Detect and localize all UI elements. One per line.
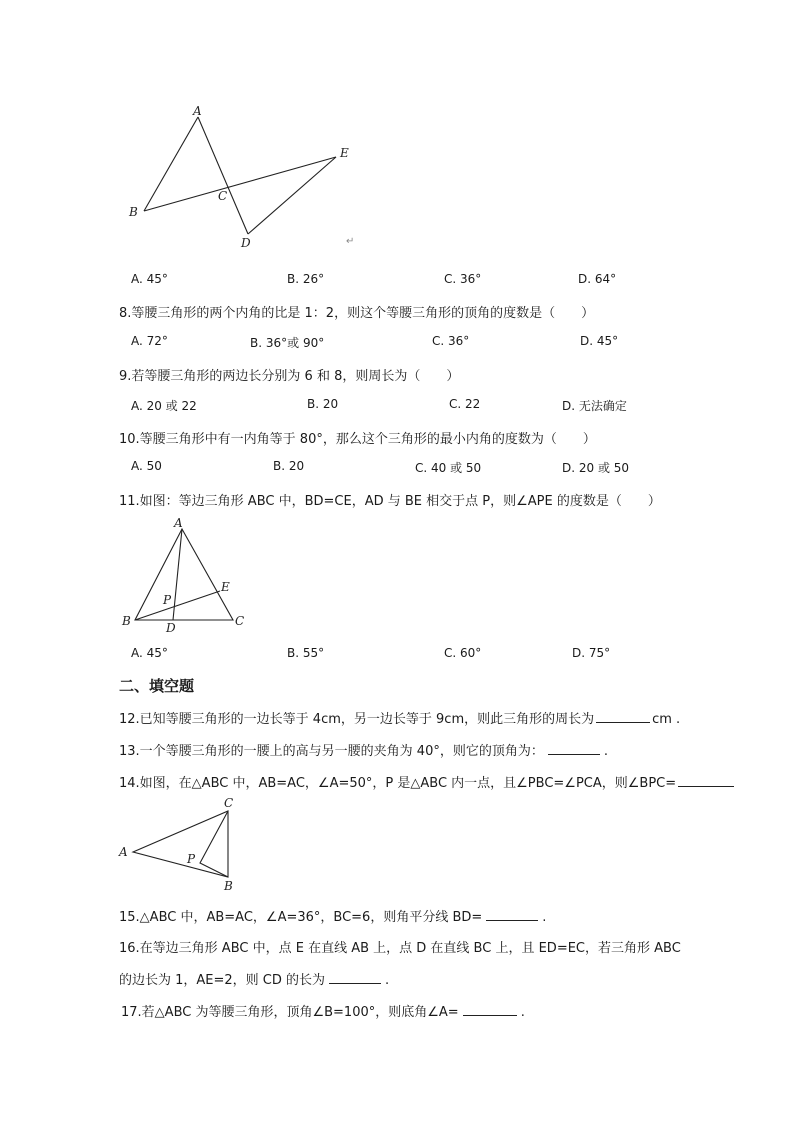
label-c: C [224, 796, 234, 810]
q15 [119, 906, 546, 925]
label-b: B [122, 614, 131, 628]
q8-option-c: C. 36° [432, 334, 470, 348]
q12-answer-blank[interactable] [596, 710, 650, 723]
q15-stem: 15.△ABC 中，AB=AC，∠A=36°，BC=6，则角平分线 BD= [119, 910, 483, 925]
q16-line2: 的边长为 1，AE=2，则 CD 的长为 [119, 973, 326, 988]
q12-tail: cm . [652, 712, 681, 727]
q9-option-d: D. 无法确定 [562, 399, 627, 413]
q8-option-a: A. 72° [131, 334, 168, 348]
q13-answer-blank[interactable] [548, 742, 600, 755]
q17-tail: . [520, 1005, 525, 1020]
q7-option-d: D. 64° [578, 272, 617, 286]
q7-option-c: C. 36° [444, 272, 482, 286]
q13-tail: . [603, 744, 608, 759]
label-e: E [221, 580, 230, 594]
q8-stem: 8.等腰三角形的两个内角的比是 1：2，则这个等腰三角形的顶角的度数是（ ） [119, 306, 595, 321]
label-a: A [193, 104, 202, 118]
label-d: D [241, 236, 251, 250]
q11-stem: 11.如图：等边三角形 ABC 中，BD=CE，AD 与 BE 相交于点 P，则∠APE 的度数是（ ） [119, 494, 661, 509]
q7-option-a: A. 45° [131, 272, 168, 286]
q11-option-a: A. 45° [131, 646, 168, 660]
q12 [119, 708, 680, 727]
segment-be [144, 157, 336, 211]
label-p: P [187, 852, 196, 866]
q10-option-d: D. 20 或 50 [562, 461, 630, 475]
q16-tail: . [385, 973, 390, 988]
q17 [121, 1001, 525, 1020]
q17-answer-blank[interactable] [463, 1003, 517, 1016]
q9-option-b: B. 20 [307, 397, 339, 411]
segment-ab [144, 117, 198, 211]
q14-answer-blank[interactable] [678, 774, 734, 787]
q8-option-b: B. 36°或 90° [250, 336, 325, 350]
figure-q7 [120, 100, 380, 260]
label-a: A [174, 516, 183, 530]
figure-q14 [116, 794, 246, 898]
label-c: C [218, 189, 228, 203]
section-heading: 二、填空题 [119, 677, 195, 695]
figure-q11 [116, 512, 256, 638]
q16-answer-blank[interactable] [329, 971, 381, 984]
q9-option-a: A. 20 或 22 [131, 399, 197, 413]
return-mark: ↵ [346, 236, 355, 247]
segment-ad [198, 117, 248, 234]
q9-stem: 9.若等腰三角形的两边长分别为 6 和 8，则周长为（ ） [119, 369, 460, 384]
label-c: C [235, 614, 245, 628]
label-b: B [129, 205, 138, 219]
q14-stem: 14.如图，在△ABC 中，AB=AC，∠A=50°，P 是△ABC 内一点，且∠PBC=∠PCA，则∠BPC= [119, 776, 677, 791]
q9-option-c: C. 22 [449, 397, 481, 411]
q7-option-b: B. 26° [287, 272, 325, 286]
label-d: D [166, 621, 176, 635]
q17-stem: 17.若△ABC 为等腰三角形，顶角∠B=100°，则底角∠A= [121, 1005, 459, 1020]
q10-option-b: B. 20 [273, 459, 305, 473]
label-p: P [163, 593, 172, 607]
segment-de [248, 157, 336, 234]
q15-tail: . [542, 910, 547, 925]
q11-option-b: B. 55° [287, 646, 325, 660]
q15-answer-blank[interactable] [486, 908, 538, 921]
q11-option-c: C. 60° [444, 646, 482, 660]
q12-stem: 12.已知等腰三角形的一边长等于 4cm，另一边长等于 9cm，则此三角形的周长为 [119, 712, 595, 727]
q14 [119, 772, 734, 791]
q13 [119, 740, 608, 759]
label-a: A [119, 845, 128, 859]
q10-option-c: C. 40 或 50 [415, 461, 482, 475]
triangle-abc [135, 529, 233, 620]
q10-option-a: A. 50 [131, 459, 162, 473]
q11-option-d: D. 75° [572, 646, 611, 660]
q13-stem: 13.一个等腰三角形的一腰上的高与另一腰的夹角为 40°，则它的顶角为： [119, 744, 544, 759]
triangle-abc [133, 811, 228, 877]
q16-line2-row [119, 969, 389, 988]
label-b: B [224, 879, 233, 893]
q8-option-d: D. 45° [580, 334, 619, 348]
label-e: E [340, 146, 349, 160]
q10-stem: 10.等腰三角形中有一内角等于 80°，那么这个三角形的最小内角的度数为（ ） [119, 432, 596, 447]
q16-line1: 16.在等边三角形 ABC 中，点 E 在直线 AB 上，点 D 在直线 BC 上，且 ED=EC，若三角形 ABC [119, 941, 681, 956]
